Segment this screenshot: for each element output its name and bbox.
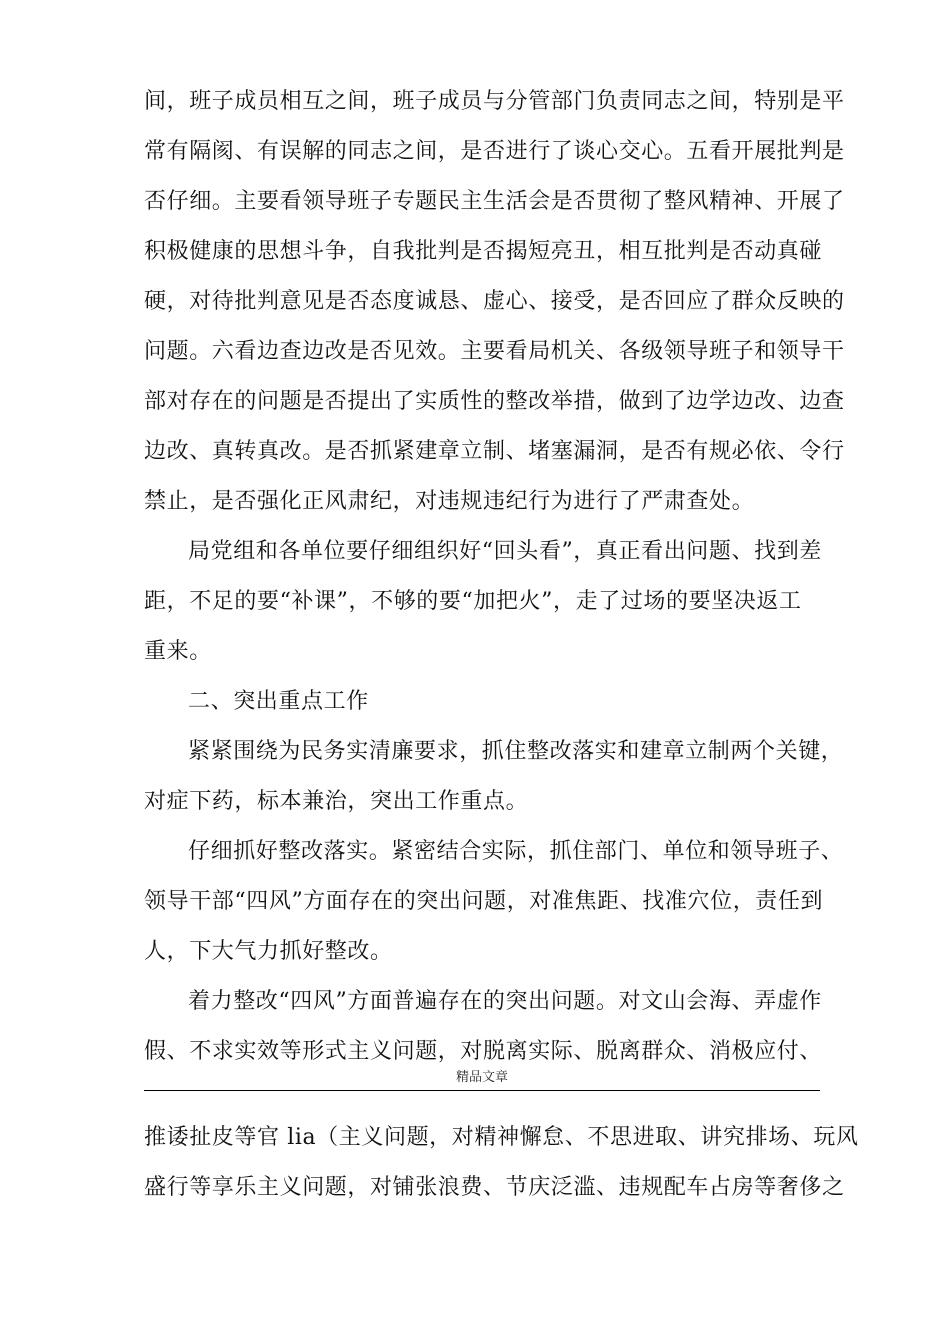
text-line: 问题。六看边查边改是否见效。主要看局机关、各级领导班子和领导干 <box>144 339 845 364</box>
text-line: 假、不求实效等形式主义问题，对脱离实际、脱离群众、消极应付、 <box>144 1039 823 1064</box>
text-line: 硬，对待批判意见是否态度诚恳、虚心、接受，是否回应了群众反映的 <box>144 289 845 314</box>
section-heading: 二、突出重点工作 <box>188 689 369 714</box>
text-line: 边改、真转真改。是否抓紧建章立制、堵塞漏洞，是否有规必依、令行 <box>144 439 845 464</box>
text-line: 着力整改“四风”方面普遍存在的突出问题。对文山会海、弄虚作 <box>188 989 822 1014</box>
text-line: 局党组和各单位要仔细组织好“回头看”，真正看出问题、找到差 <box>188 539 822 564</box>
text-line: 间，班子成员相互之间，班子成员与分管部门负责同志之间，特别是平 <box>144 89 845 114</box>
text-line: 仔细抓好整改落实。紧密结合实际，抓住部门、单位和领导班子、 <box>188 839 844 864</box>
text-line: 紧紧围绕为民务实清廉要求，抓住整改落实和建章立制两个关键， <box>188 739 844 764</box>
text-line: 重来。 <box>144 639 212 664</box>
text-line: 禁止，是否强化正风肃纪，对违规违纪行为进行了严肃查处。 <box>144 489 755 514</box>
text-line: 推诿扯皮等官 lia（主义问题，对精神懈怠、不思进取、讲究排场、玩风 <box>144 1125 859 1150</box>
text-line: 否仔细。主要看领导班子专题民主生活会是否贯彻了整风精神、开展了 <box>144 189 845 214</box>
text-line: 部对存在的问题是否提出了实质性的整改举措，做到了边学边改、边查 <box>144 389 845 414</box>
page-footer: 精品文章 <box>455 1070 508 1085</box>
text-line: 距，不足的要“补课”，不够的要“加把火”，走了过场的要坚决返工 <box>144 589 802 614</box>
footer-divider <box>144 1090 820 1091</box>
text-line: 领导干部“四风”方面存在的突出问题，对准焦距、找准穴位，责任到 <box>144 889 824 914</box>
text-line: 常有隔阂、有误解的同志之间，是否进行了谈心交心。五看开展批判是 <box>144 139 845 164</box>
text-line: 积极健康的思想斗争，自我批判是否揭短亮丑，相互批判是否动真碰 <box>144 239 823 264</box>
text-line: 人，下大气力抓好整改。 <box>144 939 393 964</box>
text-line: 对症下药，标本兼治，突出工作重点。 <box>144 789 529 814</box>
text-line: 盛行等享乐主义问题，对铺张浪费、节庆泛滥、违规配车占房等奢侈之 <box>144 1175 845 1200</box>
